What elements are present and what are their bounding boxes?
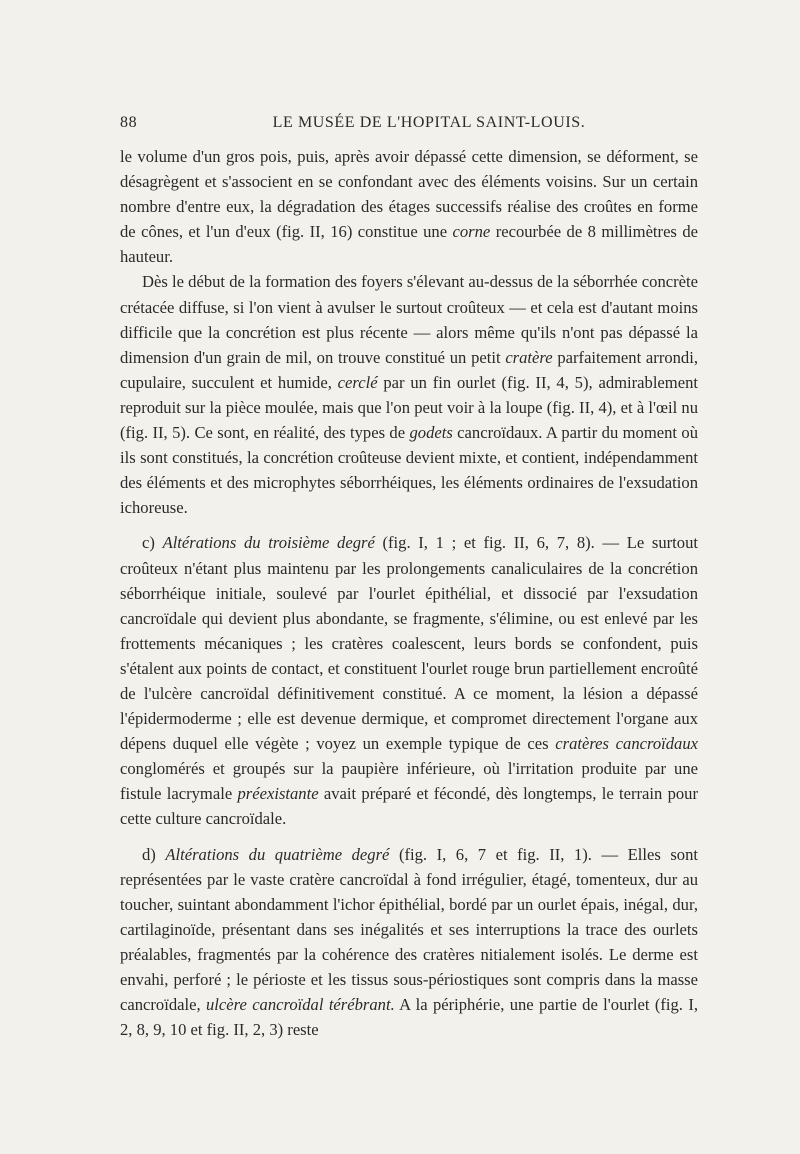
italic-text: ulcère cancroïdal térébrant. [205,995,395,1015]
italic-text: corne [452,222,491,242]
text-run: Dès le début de la formation des foyers s'élevant au-dessus de la séborrhée concrète crétacée diffuse, si l'on vient à avulser le surtout croûteux — et cela est d'autant moins difficile que la concrétion est plus récente — alors même qu'ils n'ont pas dépassé la dimension d'un grain de mil, on trouve constitué un petit [120,272,698,367]
text-run: c) [142,533,163,553]
italic-text: Altérations du troisième degré [162,533,375,553]
italic-text: godets [409,423,453,443]
running-head: LE MUSÉE DE L'HOPITAL SAINT-LOUIS. [272,114,586,131]
page-header [120,114,698,144]
paragraph-1 [120,144,698,269]
text-run: A la périphérie, une partie de l'ourlet (fig. I, 2, 8, 9, 10 et fig. II, 2, 3) reste [120,995,698,1040]
text-run: d) [142,844,166,864]
italic-text: cratères cancroïdaux [555,734,698,754]
text-run: cancroïdaux. A partir du moment où ils sont constitués, la concrétion croûteuse devient mixte, et contient, indépendamment des éléments et des microphytes séborrhéiques, les éléments ordinaires de l'exsudation ichoreuse. [120,423,699,518]
text-run: parfaitement arrondi, cupulaire, succulent et humide, [120,347,698,392]
italic-text: cerclé [337,372,378,392]
italic-text: préexistante [237,784,319,804]
italic-text: Altérations du quatrième degré [165,844,390,864]
paragraph-2 [120,269,698,520]
text-run: (fig. I, 1 ; et fig. II, 6, 7, 8). — Le surtout croûteux n'étant plus maintenu par les prolongements canaliculaires de la concrétion séborrhéique initiale, soulevé par l'ourlet épithélial, et dissocié par l'exsudation cancroïdale qui devient plus abondante, se fragmente, s'élimine, ou est enlevé par les frottements mécaniques ; les cratères coalescent, leurs bords se confondent, puis s'étalent aux points de contact, et constituent l'ourlet rouge brun partiellement encroûté de l'ulcère cancroïdal définitivement constitué. A ce moment, la lésion a dépassé l'épidermoderme ; elle est devenue dermique, et compromet directement l'organe aux dépens duquel elle végète ; voyez un exemple typique de ces [120,533,698,754]
text-run: (fig. I, 6, 7 et fig. II, 1). — Elles sont représentées par le vaste cratère cancroïdal à fond irrégulier, étagé, tomenteux, dur au toucher, suintant abondamment l'ichor épithélial, bordé par un ourlet épais, inégal, dur, cartilaginoïde, présentant dans ses inégalités et ses interruptions la trace des ourlets préalables, fragmentés par la cohérence des cratères nitialement isolés. Le derme est envahi, perforé ; le périoste et les tissus sous-périostiques sont compris dans la masse cancroïdale, [120,844,698,1015]
paragraph-4 [120,842,698,1043]
page [120,114,698,1042]
text-run: le volume d'un gros pois, puis, après avoir dépassé cette dimension, se déforment, se désagrègent et s'associent en se confondant avec des éléments voisins. Sur un certain nombre d'entre eux, la dégradation des étages successifs réalise des croûtes en forme de cônes, et l'un d'eux (fig. II, 16) constitue une [120,147,698,242]
text-run: par un fin ourlet (fig. II, 4, 5), admirablement reproduit sur la pièce moulée, mais que l'on peut voir à la loupe (fig. II, 4), et à l'œil nu (fig. II, 5). Ce sont, en réalité, des types de [120,372,698,443]
page-number: 88 [120,114,138,131]
body-text [120,144,698,1042]
text-run: conglomérés et groupés sur la paupière inférieure, où l'irritation produite par une fistule lacrymale [120,759,698,804]
paragraph-3 [120,530,698,831]
text-run: recourbée de 8 millimètres de hauteur. [120,222,698,267]
text-run: avait préparé et fécondé, dès longtemps, le terrain pour cette culture cancroïdale. [120,784,698,829]
italic-text: cratère [505,347,553,367]
